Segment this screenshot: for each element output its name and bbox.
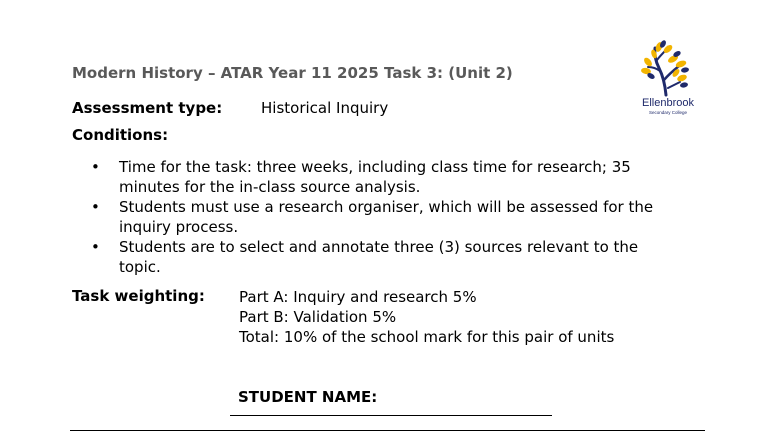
school-logo [632,40,704,118]
conditions-list [0,157,784,277]
assessment-type-row [72,99,389,117]
list-item [0,237,699,277]
assessment-type-value: Historical Inquiry [261,99,389,117]
list-item-line: topic. [119,258,161,276]
assessment-type-label: Assessment type: [72,99,223,117]
task-weighting-row [72,287,615,346]
weighting-line: Part B: Validation 5% [239,308,397,326]
list-item [0,157,699,197]
divider [70,430,705,431]
weighting-line: Part A: Inquiry and research 5% [239,288,477,306]
student-name-label: STUDENT NAME: [238,388,378,406]
student-name-line[interactable] [230,415,552,416]
list-item-line: inquiry process. [119,218,239,236]
conditions-label: Conditions: [72,126,169,144]
list-item-line: Students are to select and annotate three (3) sources relevant to the [119,238,639,256]
list-item [0,197,699,237]
list-item-line: Time for the task: three weeks, including class time for research; 35 [119,158,631,176]
tree-logo-icon [632,40,704,98]
conditions-heading [72,126,168,144]
page-title: Modern History – ATAR Year 11 2025 Task 3: (Unit 2) [72,64,513,82]
task-weighting-values [239,287,614,347]
weighting-line: Total: 10% of the school mark for this pair of units [239,328,615,346]
list-item-line: Students must use a research organiser, which will be assessed for the [119,198,654,216]
bullet-icon: • [91,238,100,256]
logo-subtitle: Secondary College [648,110,688,115]
list-item-line: minutes for the in-class source analysis. [119,178,421,196]
bullet-icon: • [91,198,100,216]
logo-name: Ellenbrook [642,97,694,109]
bullet-icon: • [91,158,100,176]
task-weighting-label: Task weighting: [72,287,205,305]
